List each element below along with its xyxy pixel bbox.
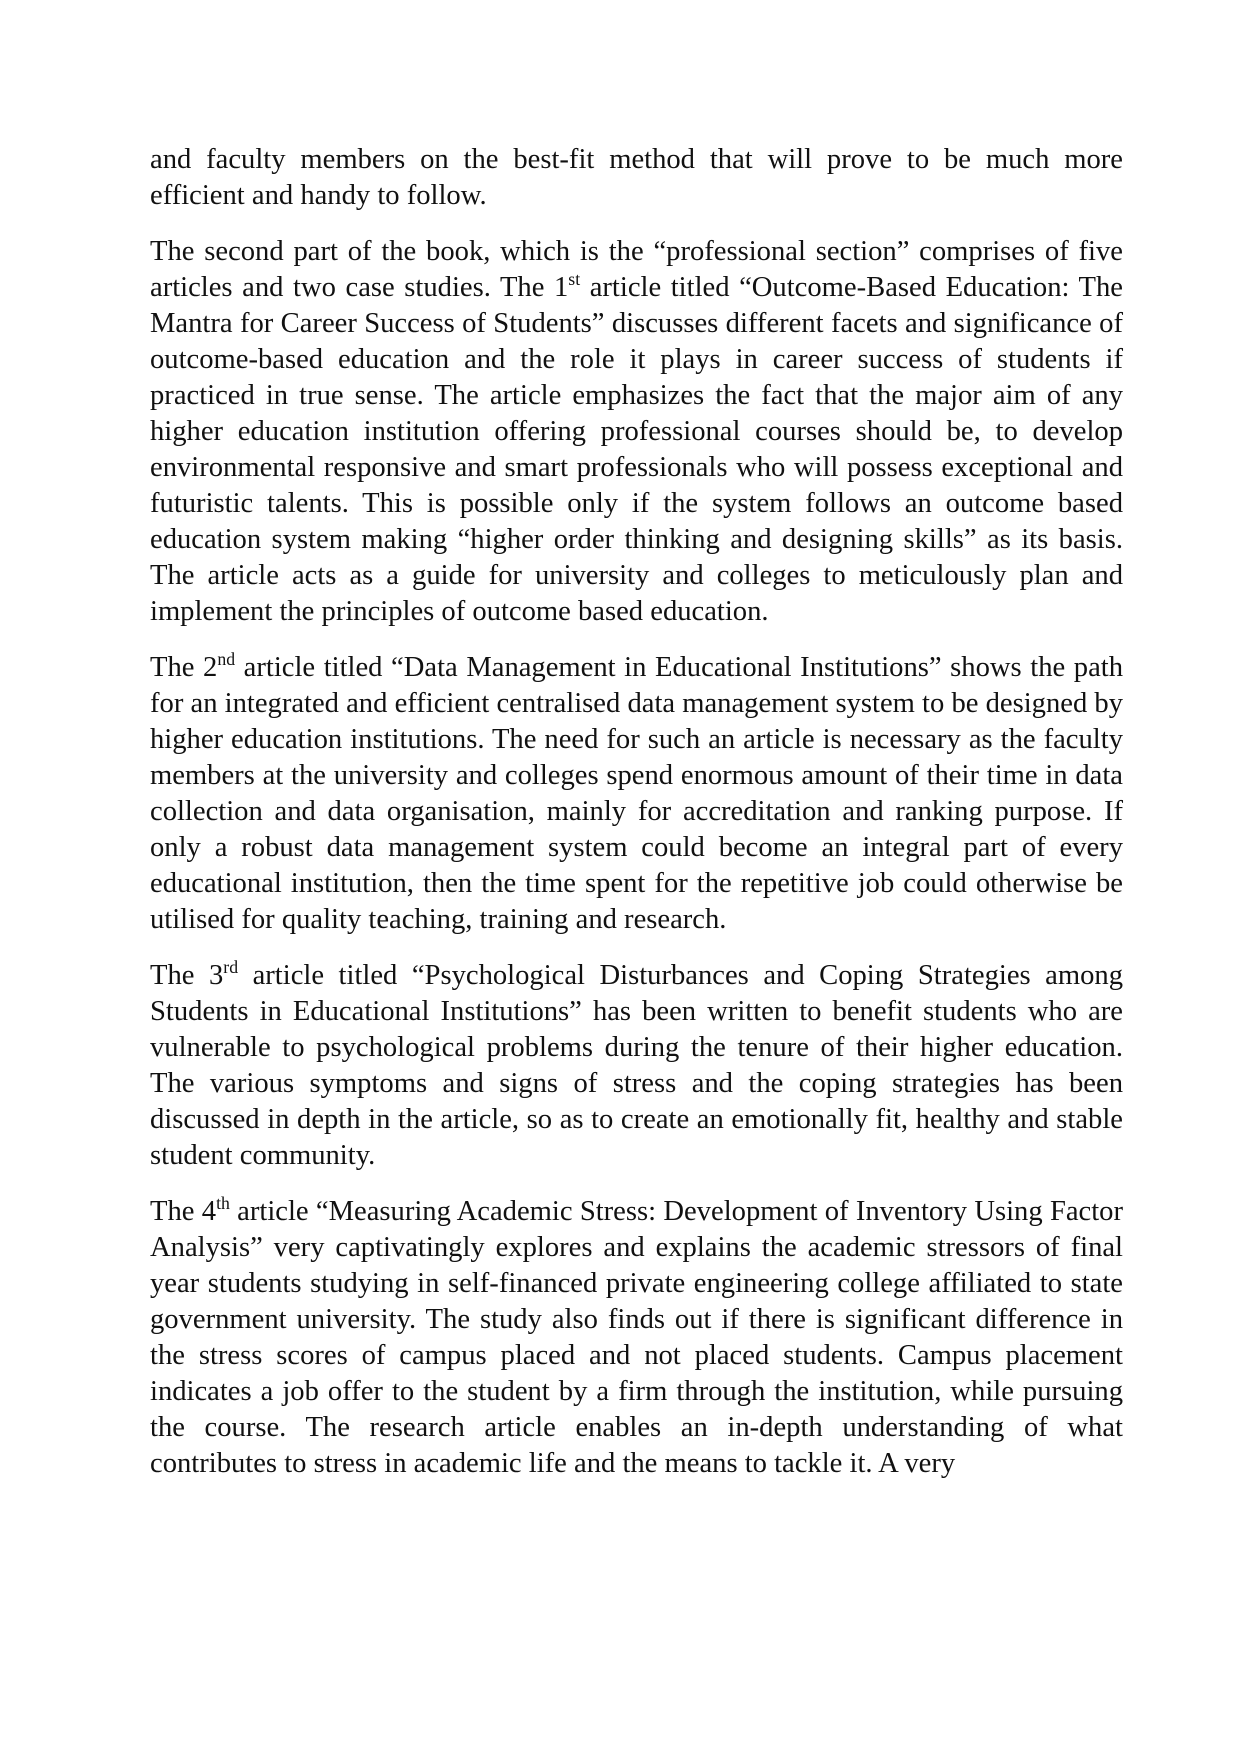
paragraph-professional-section <box>150 234 1123 630</box>
ordinal-superscript: th <box>216 1193 230 1214</box>
paragraph-article-4 <box>150 1194 1123 1482</box>
paragraph-intro-continuation <box>150 142 1123 214</box>
ordinal-superscript: st <box>568 269 581 290</box>
ordinal-superscript: rd <box>223 957 239 978</box>
ordinal-superscript: nd <box>217 649 236 670</box>
paragraph-text: article “Measuring Academic Stress: Development of Inventory Using Factor Analysis” very captivatingly explores and explains the academic stressors of final year students studying in self-financed private engineering college affiliated to state government university. The study also finds out if there is significant difference in the stress scores of campus placed and not placed students. Campus placement indicates a job offer to the student by a firm through the institution, while pursuing the course. The research article enables an in-depth understanding of what contributes to stress in academic life and the means to tackle it. A very <box>150 1196 1123 1479</box>
paragraph-article-3 <box>150 958 1123 1174</box>
paragraph-text: The 4 <box>150 1196 217 1227</box>
paragraph-text: article titled “Psychological Disturbances and Coping Strategies among Students in Educational Institutions” has been written to benefit students who are vulnerable to psychological problems during the tenure of their higher education. The various symptoms and signs of stress and the coping strategies has been discussed in depth in the article, so as to create an emotionally fit, healthy and stable student community. <box>150 960 1123 1171</box>
paragraph-text: The second part of the book, which is the “professional section” comprises of five articles and two case studies. The 1 <box>150 236 1123 303</box>
paragraph-text: article titled “Outcome-Based Education: The Mantra for Career Success of Students” discusses different facets and significance of outcome-based education and the role it plays in career success of students if practiced in true sense. The article emphasizes the fact that the major aim of any higher education institution offering professional courses should be, to develop environmental responsive and smart professionals who will possess exceptional and futuristic talents. This is possible only if the system follows an outcome based education system making “higher order thinking and designing skills” as its basis. The article acts as a guide for university and colleges to meticulously plan and implement the principles of outcome based education. <box>150 272 1123 627</box>
paragraph-text: and faculty members on the best-fit method that will prove to be much more efficient and handy to follow. <box>150 144 1123 211</box>
paragraph-article-2 <box>150 650 1123 938</box>
paragraph-text: article titled “Data Management in Educational Institutions” shows the path for an integrated and efficient centralised data management system to be designed by higher education institutions. The need for such an article is necessary as the faculty members at the university and colleges spend enormous amount of their time in data collection and data organisation, mainly for accreditation and ranking purpose. If only a robust data management system could become an integral part of every educational institution, then the time spent for the repetitive job could otherwise be utilised for quality teaching, training and research. <box>150 652 1124 935</box>
paragraph-text: The 2 <box>150 652 218 683</box>
paragraph-text: The 3 <box>150 960 224 991</box>
document-page <box>150 142 1123 1502</box>
